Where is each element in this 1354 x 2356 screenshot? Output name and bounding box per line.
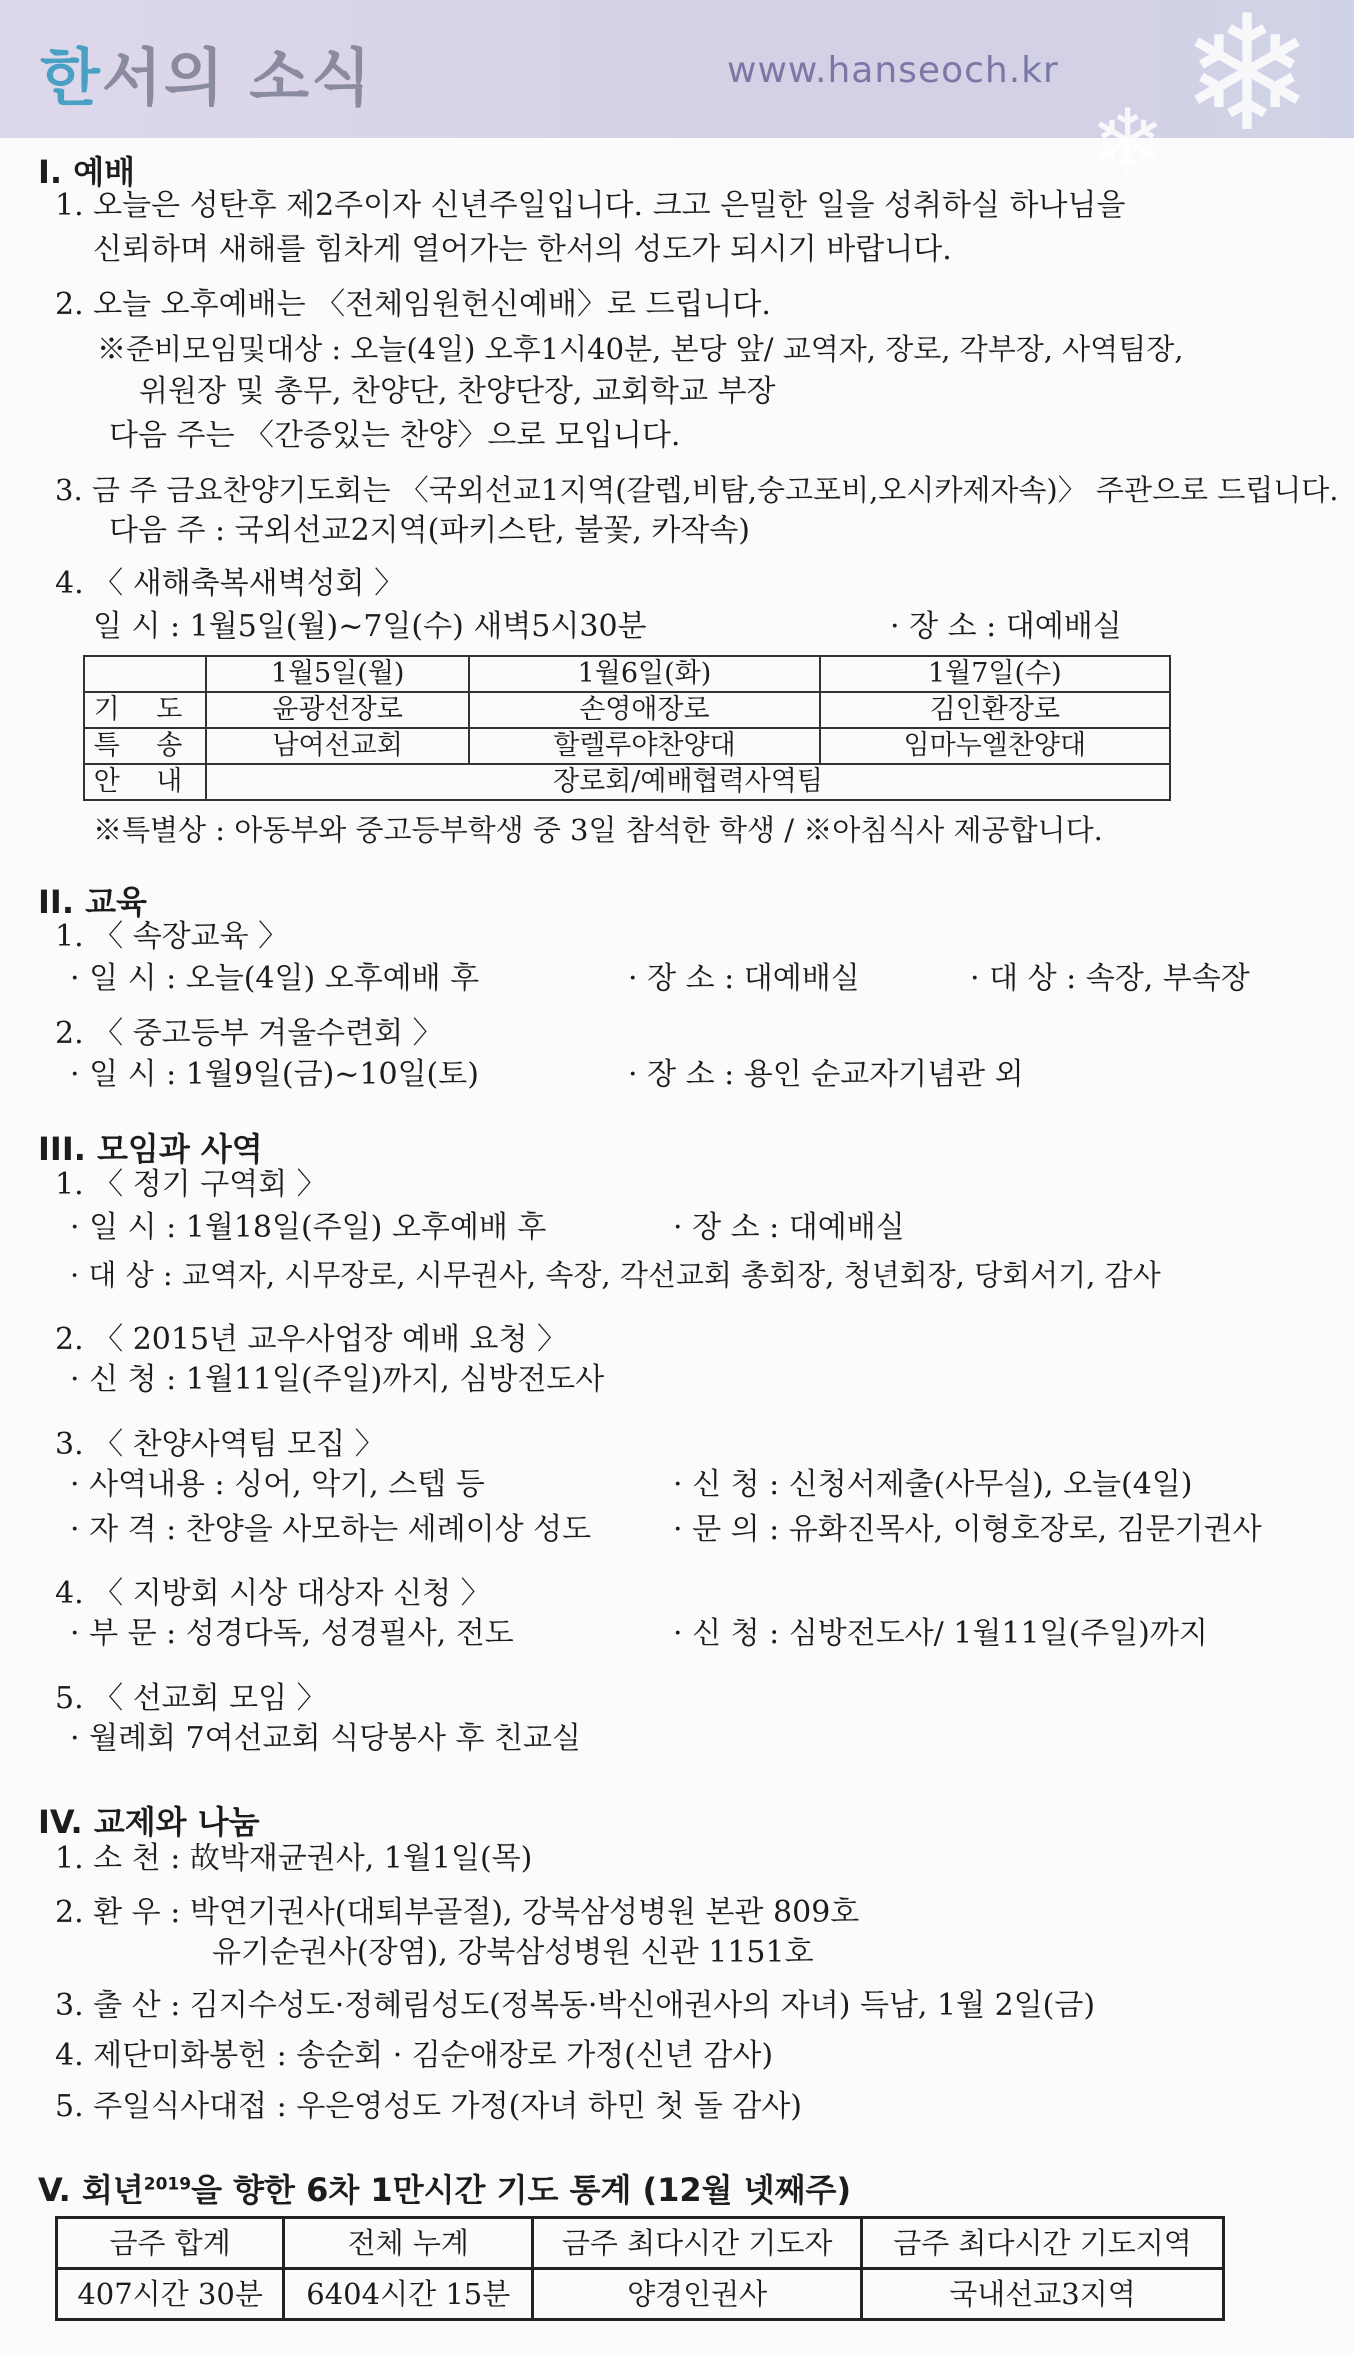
worship-item2-line4: 다음 주는 〈간증있는 찬양〉으로 모입니다.: [109, 418, 681, 453]
fellowship-item3: 3. 출 산 : 김지수성도·정혜림성도(정복동·박신애권사의 자녀) 득남, 1월 2일(금): [55, 1988, 1096, 2023]
table-cell: 임마누엘찬양대: [820, 728, 1170, 764]
meetings-item1-target: · 대 상 : 교역자, 시무장로, 시무권사, 속장, 각선교회 총회장, 청년회장, 당회서기, 감사: [70, 1258, 1161, 1292]
worship-item1-line1: 1. 오늘은 성탄후 제2주이자 신년주일입니다. 크고 은밀한 일을 성취하실 하나님을: [55, 188, 1126, 223]
education-item2-title: 2. 〈 중고등부 겨울수련회 〉: [55, 1016, 443, 1051]
table-cell: 남여선교회: [206, 728, 469, 764]
table-header-cell: 금주 합계: [57, 2218, 284, 2269]
meetings-item3-qualification: · 자 격 : 찬양을 사모하는 세례이상 성도: [70, 1512, 592, 1547]
table-header-cell: 금주 최다시간 기도지역: [861, 2218, 1223, 2269]
fellowship-item5: 5. 주일식사대접 : 우은영성도 가정(자녀 하민 첫 돌 감사): [55, 2089, 803, 2124]
table-cell: 할렐루야찬양대: [469, 728, 819, 764]
table-cell: 국내선교3지역: [861, 2269, 1223, 2320]
education-item1-title: 1. 〈 속장교육 〉: [55, 919, 289, 954]
meetings-item1-place: · 장 소 : 대예배실: [673, 1210, 905, 1245]
table-cell: [84, 656, 206, 692]
section-title-prayer-stats: V. 회년$^{2019}$을 향한 6차 1만시간 기도 통계 (12월 넷째주): [38, 2171, 852, 2209]
worship-item4-time: 일 시 : 1월5일(월)~7일(수) 새벽5시30분: [93, 609, 647, 644]
table-row: [84, 692, 1170, 728]
table-cell: 장로회/예배협력사역팀: [206, 764, 1170, 800]
prayer-stats-table: [55, 2216, 1225, 2321]
table-cell: 윤광선장로: [206, 692, 469, 728]
table-row-label: 기 도: [84, 692, 206, 728]
brand-title: 한서의 소식: [40, 41, 374, 114]
table-header-cell: 전체 누계: [284, 2218, 533, 2269]
worship-item1-line2: 신뢰하며 새해를 힘차게 열어가는 한서의 성도가 되시기 바랍니다.: [93, 232, 952, 267]
table-header-cell: 금주 최다시간 기도자: [533, 2218, 862, 2269]
table-header-cell: 1월7일(수): [820, 656, 1170, 692]
meetings-item2-title: 2. 〈 2015년 교우사업장 예배 요청 〉: [55, 1322, 567, 1357]
table-header-row: [84, 656, 1170, 692]
section-title-education: II. 교육: [38, 883, 147, 921]
education-item2-place: · 장 소 : 용인 순교자기념관 외: [628, 1057, 1024, 1092]
fellowship-item2-line1: 2. 환 우 : 박연기권사(대퇴부골절), 강북삼성병원 본관 809호: [55, 1895, 860, 1930]
section-title-worship: I. 예배: [38, 153, 136, 191]
meetings-item1-title: 1. 〈 정기 구역회 〉: [55, 1167, 327, 1202]
fellowship-item2-line2: 유기순권사(장염), 강북삼성병원 신관 1151호: [212, 1935, 814, 1970]
table-header-cell: 1월6일(화): [469, 656, 819, 692]
snowflake-icon: ❄: [1180, 0, 1315, 167]
worship-item2-line1: 2. 오늘 오후예배는 〈전체임원헌신예배〉로 드립니다.: [55, 287, 771, 322]
section-title-fellowship: IV. 교제와 나눔: [38, 1803, 260, 1841]
meetings-item3-content: · 사역내용 : 싱어, 악기, 스텝 등: [70, 1467, 485, 1502]
meetings-item4-title: 4. 〈 지방회 시상 대상자 신청 〉: [55, 1576, 491, 1611]
worship-item4-title: 4. 〈 새해축복새벽성회 〉: [55, 566, 405, 601]
worship-item2-line2: ※준비모임및대상 : 오늘(4일) 오후1시40분, 본당 앞/ 교역자, 장로, 각부장, 사역팀장,: [97, 332, 1184, 366]
worship-item2-line3: 위원장 및 총무, 찬양단, 찬양단장, 교회학교 부장: [139, 374, 776, 409]
education-item1-time: · 일 시 : 오늘(4일) 오후예배 후: [70, 961, 480, 996]
meetings-item1-time: · 일 시 : 1월18일(주일) 오후예배 후: [70, 1210, 547, 1245]
table-cell: 김인환장로: [820, 692, 1170, 728]
table-cell: 6404시간 15분: [284, 2269, 533, 2320]
education-item1-target: · 대 상 : 속장, 부속장: [970, 961, 1250, 996]
table-row-label: 특 송: [84, 728, 206, 764]
meetings-item2-apply: · 신 청 : 1월11일(주일)까지, 심방전도사: [70, 1362, 605, 1397]
worship-item4-place: · 장 소 : 대예배실: [890, 609, 1122, 644]
meetings-item4-apply: · 신 청 : 심방전도사/ 1월11일(주일)까지: [673, 1616, 1208, 1651]
table-header-cell: 1월5일(월): [206, 656, 469, 692]
table-row-label: 안 내: [84, 764, 206, 800]
table-row: [84, 764, 1170, 800]
meetings-item4-field: · 부 문 : 성경다독, 성경필사, 전도: [70, 1616, 514, 1651]
worship-item3-line1: 3. 금 주 금요찬양기도회는 〈국외선교1지역(갈렙,비탐,숭고포비,오시카제자속)〉 주관으로 드립니다.: [55, 473, 1339, 507]
table-row: [84, 728, 1170, 764]
table-cell: 손영애장로: [469, 692, 819, 728]
snowflake-icon: ❄: [1090, 90, 1166, 195]
table-row: [57, 2269, 1224, 2320]
worship-item3-line2: 다음 주 : 국외선교2지역(파키스탄, 불꽃, 카작속): [109, 513, 750, 548]
dawn-service-table: [83, 655, 1171, 801]
table-header-row: [57, 2218, 1224, 2269]
meetings-item3-inquiry: · 문 의 : 유화진목사, 이형호장로, 김문기권사: [673, 1512, 1262, 1547]
table-cell: 407시간 30분: [57, 2269, 284, 2320]
fellowship-item4: 4. 제단미화봉헌 : 송순회 · 김순애장로 가정(신년 감사): [55, 2038, 774, 2073]
education-item1-place: · 장 소 : 대예배실: [628, 961, 860, 996]
website-url[interactable]: www.hanseoch.kr: [727, 50, 1059, 91]
worship-note: ※특별상 : 아동부와 중고등부학생 중 3일 참석한 학생 / ※아침식사 제공합니다.: [93, 813, 1103, 847]
fellowship-item1: 1. 소 천 : 故박재균권사, 1월1일(목): [55, 1841, 533, 1876]
table-cell: 양경인권사: [533, 2269, 862, 2320]
meetings-item5-title: 5. 〈 선교회 모임 〉: [55, 1681, 327, 1716]
section-title-meetings: III. 모임과 사역: [38, 1130, 263, 1168]
meetings-item3-title: 3. 〈 찬양사역팀 모집 〉: [55, 1427, 385, 1462]
meetings-item3-apply: · 신 청 : 신청서제출(사무실), 오늘(4일): [673, 1467, 1193, 1502]
education-item2-time: · 일 시 : 1월9일(금)~10일(토): [70, 1057, 479, 1092]
meetings-item5-text: · 월례회 7여선교회 식당봉사 후 친교실: [70, 1721, 582, 1756]
